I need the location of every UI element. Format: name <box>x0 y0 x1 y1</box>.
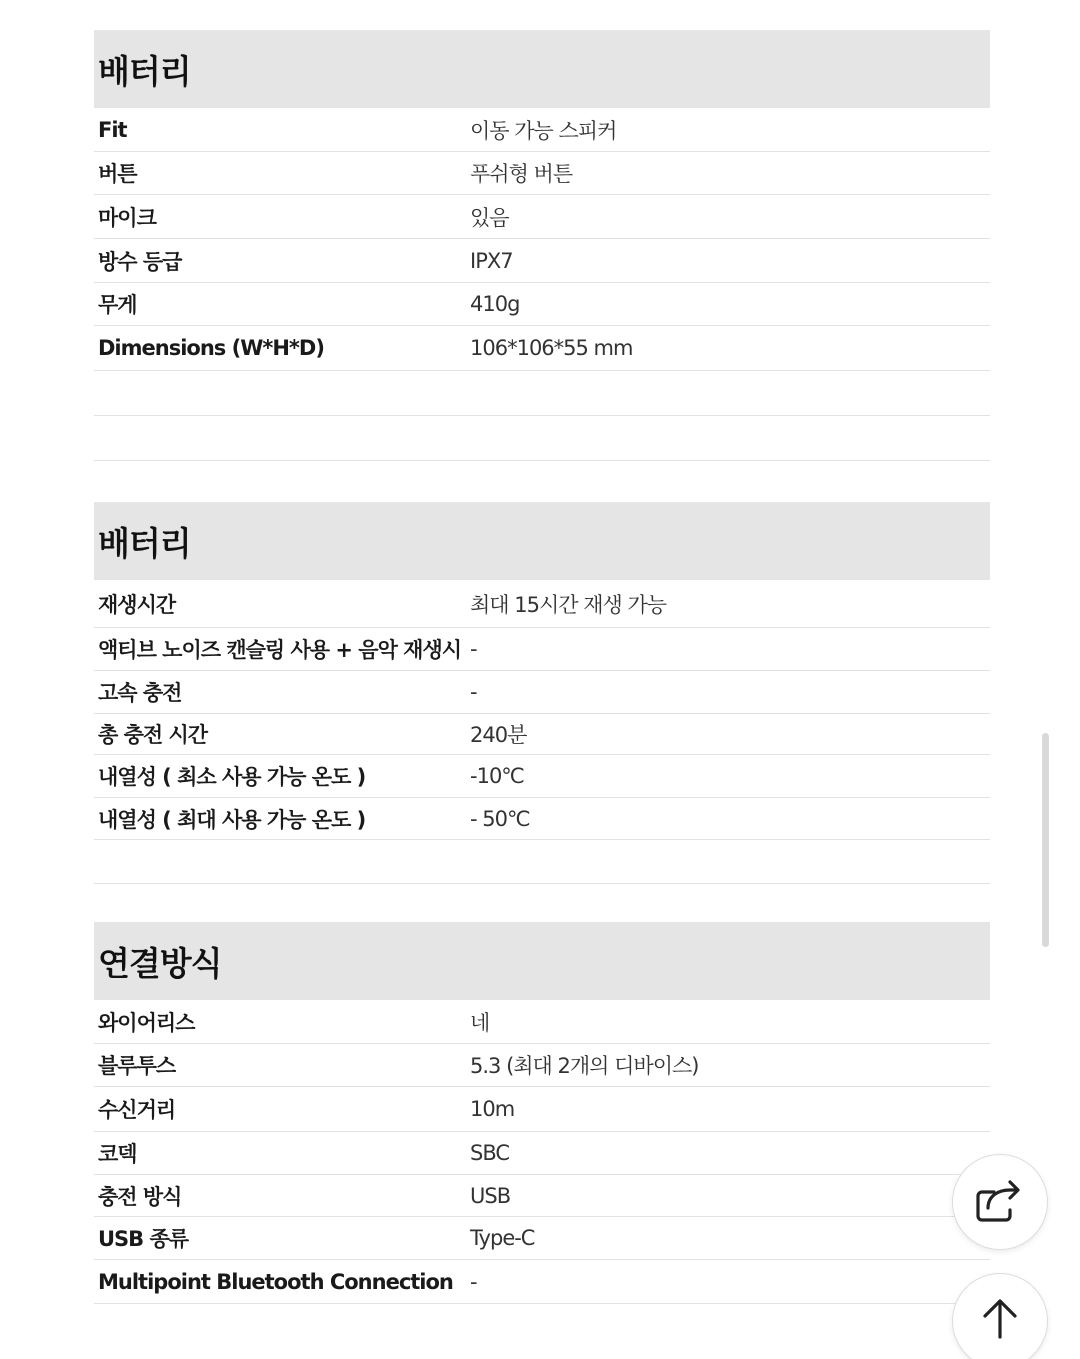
spec-label: 내열성 ( 최소 사용 가능 온도 ) <box>98 765 366 789</box>
spec-label: Dimensions (W*H*D) <box>98 336 324 360</box>
spec-value: -10℃ <box>470 764 524 788</box>
spec-label: 내열성 ( 최대 사용 가능 온도 ) <box>98 807 366 832</box>
spec-label: 고속 충전 <box>98 681 182 705</box>
table-row <box>94 1000 990 1044</box>
spec-label: 마이크 <box>98 205 156 230</box>
spec-value: 10m <box>470 1097 515 1121</box>
spec-label: Fit <box>98 117 127 142</box>
table-row <box>94 326 990 371</box>
spec-label: 방수 등급 <box>98 249 182 274</box>
table-row <box>94 798 990 840</box>
table-row <box>94 1132 990 1175</box>
spec-value: 240분 <box>470 723 527 747</box>
table-row <box>94 1260 990 1304</box>
spec-label: USB 종류 <box>98 1227 189 1251</box>
spec-value: IPX7 <box>470 248 513 273</box>
spec-value: 최대 15시간 재생 가능 <box>470 592 667 617</box>
spec-value: 푸쉬형 버튼 <box>470 162 573 186</box>
spec-label: 수신거리 <box>98 1098 176 1122</box>
empty-row <box>94 371 990 416</box>
spec-label: 총 충전 시간 <box>98 723 208 747</box>
table-row <box>94 108 990 152</box>
empty-row <box>94 416 990 461</box>
spec-value: - <box>470 637 477 661</box>
section-title: 배터리 <box>98 523 191 563</box>
table-row <box>94 152 990 195</box>
scroll-top-button[interactable] <box>952 1273 1048 1359</box>
section-header <box>94 502 990 580</box>
spec-label: 충전 방식 <box>98 1184 182 1209</box>
spec-value: - <box>470 1269 477 1294</box>
spec-section-connectivity <box>94 922 990 1304</box>
table-row <box>94 755 990 798</box>
spec-label: 코덱 <box>98 1142 137 1166</box>
arrow-up-icon <box>980 1297 1020 1345</box>
spec-value: 네 <box>470 1010 490 1035</box>
table-row <box>94 239 990 283</box>
spec-value: - <box>470 680 477 704</box>
scrollbar-thumb[interactable] <box>1042 733 1049 947</box>
empty-row <box>94 840 990 884</box>
table-row <box>94 580 990 628</box>
section-header <box>94 922 990 1000</box>
spec-value: 이동 가능 스피커 <box>470 118 617 143</box>
table-row <box>94 671 990 714</box>
spec-value: 106*106*55 mm <box>470 336 633 360</box>
spec-value: SBC <box>470 1141 510 1165</box>
section-header <box>94 30 990 108</box>
spec-value: USB <box>470 1183 511 1208</box>
share-icon <box>974 1176 1026 1228</box>
spec-value: 있음 <box>470 205 509 230</box>
table-row <box>94 1217 990 1260</box>
spec-label: 무게 <box>98 293 137 317</box>
spec-label: 재생시간 <box>98 592 176 617</box>
share-button[interactable] <box>952 1154 1048 1250</box>
table-row <box>94 283 990 326</box>
spec-label: 버튼 <box>98 162 137 186</box>
spec-value: Type-C <box>470 1226 535 1250</box>
spec-label: 와이어리스 <box>98 1010 195 1035</box>
section-title: 연결방식 <box>98 943 222 983</box>
table-row <box>94 1175 990 1217</box>
spec-label: 액티브 노이즈 캔슬링 사용 + 음악 재생시 <box>98 638 462 662</box>
table-row <box>94 195 990 239</box>
section-title: 배터리 <box>98 51 191 91</box>
spec-section-battery-2 <box>94 502 990 884</box>
table-row <box>94 628 990 671</box>
spec-value: 5.3 (최대 2개의 디바이스) <box>470 1054 699 1078</box>
table-row <box>94 1087 990 1132</box>
table-row <box>94 714 990 755</box>
spec-label: 블루투스 <box>98 1054 176 1078</box>
spec-section-battery-1 <box>94 30 990 461</box>
spec-value: 410g <box>470 292 520 316</box>
spec-label: Multipoint Bluetooth Connection <box>98 1269 453 1294</box>
spec-value: - 50℃ <box>470 806 530 831</box>
table-row <box>94 1044 990 1087</box>
